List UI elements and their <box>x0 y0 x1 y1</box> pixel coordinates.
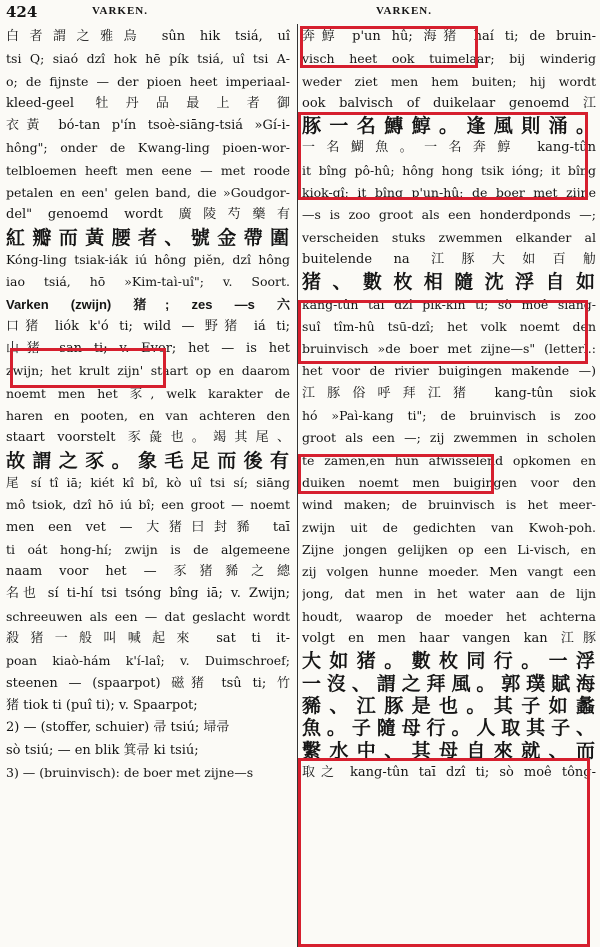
text-line: —s is zoo groot als een honderdponds —; <box>302 207 596 223</box>
text-line: houdt, waarop de moeder het achterna <box>302 608 596 624</box>
text-line: ook balvisch of duikelaar genoemd 江 <box>302 95 596 111</box>
text-line: tsi Q; siaó dzî hok hē pík tsiá, uî tsi A- <box>6 51 290 67</box>
text-line: 豚一名鱄鯙。逢風則涌。 <box>302 115 596 138</box>
text-line: hó »Paì-kang ti"; de bruinvisch is zoo <box>302 408 596 424</box>
text-line: verscheiden stuks zwemmen elkander al <box>302 229 596 245</box>
text-line: te zamen,en hun afwisselend opkomen en <box>302 452 596 468</box>
right-column <box>302 26 596 947</box>
text-line: hông"; onder de Kwang-ling pioen-wor- <box>6 140 290 156</box>
page-number: 424 <box>6 3 38 21</box>
text-line: volgt en men haar vangen kan 江豚 <box>302 631 596 647</box>
text-line: schreeuwen als een — dat geslacht wordt <box>6 608 290 624</box>
text-line: sò tsiú; — en blik 箕帚 ki tsiú; <box>6 742 199 758</box>
text-line: 猪、數枚相隨沈浮自如 <box>302 271 596 294</box>
text-line: zwijn uit de gedichten van Kwoh-poh. <box>302 519 596 535</box>
text-line: 衣黃 bó-tan p'ín tsoè-siāng-tsiá »Gí-i- <box>6 118 290 134</box>
left-column <box>6 26 290 947</box>
text-line: mô tsiok, dzî hō iú bî; een groot — noemt <box>6 497 290 513</box>
text-line: buitelende na 江豚大如百觔 <box>302 251 596 267</box>
text-line: 江豚俗呼拜江猪 kang-tûn siok <box>302 385 596 401</box>
text-line: telbloemen heeft men eene — met roode <box>6 162 290 178</box>
text-line: Kóng-ling tsiak-iák iú hông piĕn, dzî hông <box>6 251 290 267</box>
text-line: petalen en een' gelen band, die »Goudgor- <box>6 185 290 201</box>
text-line: bruinvisch »de boer met zijne—s" (letterl.: <box>302 341 596 357</box>
page-header <box>0 0 600 26</box>
text-line: 3) — (bruinvisch): de boer met zijne—s <box>6 764 254 780</box>
text-line: steenen — (spaarpot) 磁猪 tsû ti; 竹 <box>6 675 290 691</box>
text-line: groot als een —; zij zwemmen in scholen <box>302 430 596 446</box>
column-divider <box>297 24 298 947</box>
text-line: 一沒、謂之拜風。郭璞賦海 <box>302 672 596 695</box>
text-line: noemt men het 豕, welk karakter de <box>6 385 290 401</box>
text-line: het voor de rivier buigingen makende —) <box>302 363 596 379</box>
text-line: 猪 tiok ti (puî ti); v. Spaarpot; <box>6 697 198 713</box>
text-line: suî tîm-hû tsū-dzî; het volk noemt den <box>302 318 596 334</box>
text-line: weder ziet men hem buiten; hij wordt <box>302 73 596 89</box>
text-line: naam voor het — 豕猪豨之總 <box>6 564 290 580</box>
text-line: 2) — (stoffer, schuier) 帚 tsiú; 埽帚 <box>6 720 230 736</box>
text-line: duiken noemt men buigingen voor den <box>302 474 596 490</box>
text-line: men een vet — 大猪曰封豨 taī <box>6 519 290 535</box>
text-line: kiok-gî; it bîng p'un-hû; de boer met zijne <box>302 185 596 201</box>
text-line: zwijn; het krult zijn' staart op en daarom <box>6 363 290 379</box>
text-line: jong, dat men in het water aan de lijn <box>302 586 596 602</box>
text-line: zij volgen hunne moeder. Men vangt een <box>302 564 596 580</box>
running-head-left: VARKEN. <box>92 5 149 17</box>
text-line: 紅瓣而黃腰者、號金帶圍 <box>6 226 290 249</box>
text-line: wind maken; de bruinvisch is het meer- <box>302 497 596 513</box>
text-line: iao tsiá, hō »Kim-taì-uî"; v. Soort. <box>6 274 290 290</box>
text-line: 繫水中、其母自來就、而 <box>302 739 596 762</box>
text-line: del" genoemd wordt 廣陵芍藥有 <box>6 207 290 223</box>
text-line: haren en pooten, en van achteren den <box>6 408 290 424</box>
text-line: 山猪 san ti; v. Ever; het — is het <box>6 341 290 357</box>
text-line: ti oát hong-hí; zwijn is de algemeene <box>6 541 290 557</box>
text-line: 豨、江豚是也。其子如蠡 <box>302 694 596 717</box>
text-line: Zijne jongen gelijken op een Li-visch, en <box>302 541 596 557</box>
text-line: poan kiaò-hám k'í-laî; v. Duimschroef; <box>6 653 290 669</box>
text-line: it bîng pô-hû; hông hong tsik ióng; it bîng <box>302 162 596 178</box>
text-line: 魚。子隨母行。人取其子、 <box>302 717 596 740</box>
text-line: o; de fijnste — der pioen heet imperiaal- <box>6 73 290 89</box>
text-line: 取之 kang-tûn taī dzî ti; sò moê tông- <box>302 764 596 780</box>
text-line: 奔鯙 p'un hû; 海猪 haí ti; de bruin- <box>302 29 596 44</box>
text-line: 大如猪。數枚同行。一浮 <box>302 650 596 673</box>
text-line: 口猪 liók k'ó ti; wild — 野猪 iá ti; <box>6 318 290 334</box>
text-line: 白者謂之雅烏 sûn hik tsiá, uî <box>6 29 290 44</box>
text-line: kleed-geel 牡丹品最上者御 <box>6 95 290 111</box>
text-line: 故謂之豕。象毛足而後有 <box>6 449 290 472</box>
text-line: staart voorstelt 豕彘也。竭其尾、 <box>6 430 290 446</box>
text-line: 殺猪一般叫喊起來 sat ti it- <box>6 631 290 647</box>
text-line: 尾 sí tî iā; kiét kî bî, kò uî tsi sí; siāng <box>6 474 290 490</box>
running-head-right: VARKEN. <box>376 5 433 17</box>
text-line: 名也 sí ti-hí tsi tsóng bîng iā; v. Zwijn; <box>6 586 290 602</box>
text-line: kang-tûn taī dzî pik-kin ti; sò moê siang- <box>302 296 596 312</box>
text-line: visch heet ook tuimelaar; bij winderig <box>302 51 596 67</box>
headword-line: Varken (zwijn) 猪; zes —s 六 <box>6 296 290 312</box>
text-line: 一名鰗魚。一名奔鯙 kang-tûn <box>302 140 596 156</box>
